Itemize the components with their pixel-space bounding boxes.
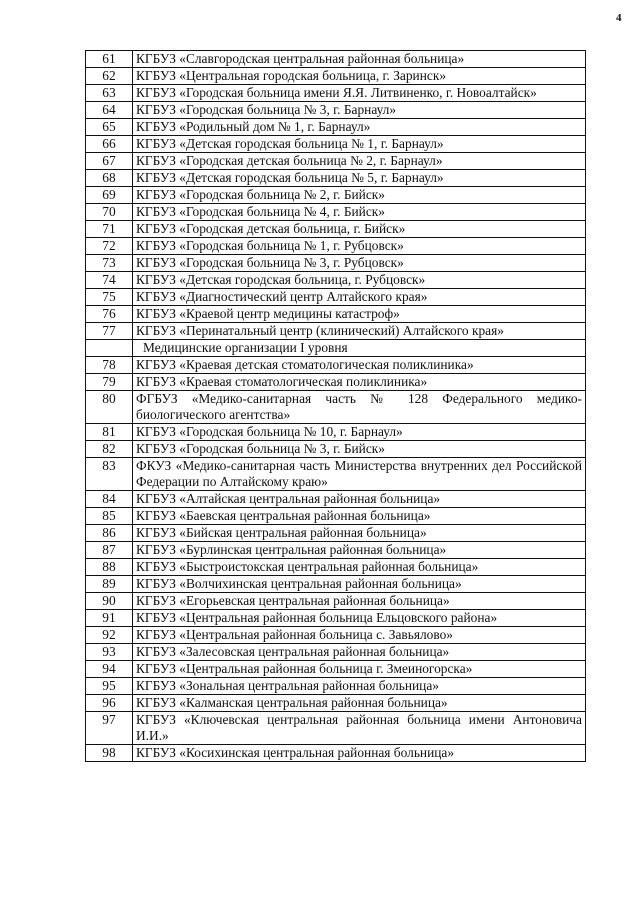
table-row — [86, 542, 586, 559]
section-header-row — [86, 340, 586, 357]
organization-name: КГБУЗ «Ключевская центральная районная больница имени Антоновича И.И.» — [133, 712, 586, 745]
table-row — [86, 525, 586, 542]
row-number: 79 — [86, 374, 133, 391]
row-number: 98 — [86, 745, 133, 762]
table-row — [86, 745, 586, 762]
table-row — [86, 119, 586, 136]
row-number: 64 — [86, 102, 133, 119]
row-number: 80 — [86, 391, 133, 424]
row-number: 95 — [86, 678, 133, 695]
table-row — [86, 323, 586, 340]
organization-name: КГБУЗ «Городская больница № 4, г. Бийск» — [133, 204, 586, 221]
organizations-table — [85, 50, 586, 762]
organization-name: КГБУЗ «Перинатальный центр (клинический) Алтайского края» — [133, 323, 586, 340]
page-number: 4 — [616, 12, 622, 24]
organization-name: КГБУЗ «Городская больница № 3, г. Бийск» — [133, 441, 586, 458]
organization-name: КГБУЗ «Волчихинская центральная районная больница» — [133, 576, 586, 593]
organization-name: КГБУЗ «Центральная районная больница Ельцовского района» — [133, 610, 586, 627]
table-row — [86, 644, 586, 661]
table-row — [86, 102, 586, 119]
organization-name: КГБУЗ «Городская детская больница, г. Бийск» — [133, 221, 586, 238]
table-row — [86, 576, 586, 593]
organization-name: КГБУЗ «Родильный дом № 1, г. Барнаул» — [133, 119, 586, 136]
organization-name: КГБУЗ «Городская больница № 3, г. Барнаул» — [133, 102, 586, 119]
row-number: 86 — [86, 525, 133, 542]
row-number: 93 — [86, 644, 133, 661]
row-number: 70 — [86, 204, 133, 221]
table-row — [86, 170, 586, 187]
table-row — [86, 610, 586, 627]
table-row — [86, 255, 586, 272]
table-row — [86, 391, 586, 424]
organization-name: КГБУЗ «Центральная городская больница, г. Заринск» — [133, 68, 586, 85]
organization-name: КГБУЗ «Городская больница № 1, г. Рубцовск» — [133, 238, 586, 255]
table-row — [86, 424, 586, 441]
organization-name: КГБУЗ «Баевская центральная районная больница» — [133, 508, 586, 525]
table-row — [86, 661, 586, 678]
table-row — [86, 678, 586, 695]
organizations-table-body — [86, 51, 586, 762]
organization-name: КГБУЗ «Алтайская центральная районная больница» — [133, 491, 586, 508]
row-number: 74 — [86, 272, 133, 289]
table-row — [86, 68, 586, 85]
row-number — [86, 340, 133, 357]
row-number: 92 — [86, 627, 133, 644]
row-number: 71 — [86, 221, 133, 238]
table-row — [86, 508, 586, 525]
row-number: 82 — [86, 441, 133, 458]
organization-name: КГБУЗ «Бийская центральная районная больница» — [133, 525, 586, 542]
row-number: 87 — [86, 542, 133, 559]
organization-name: КГБУЗ «Городская детская больница № 2, г. Барнаул» — [133, 153, 586, 170]
organization-name: КГБУЗ «Славгородская центральная районная больница» — [133, 51, 586, 68]
row-number: 90 — [86, 593, 133, 610]
organization-name: КГБУЗ «Детская городская больница № 5, г. Барнаул» — [133, 170, 586, 187]
row-number: 97 — [86, 712, 133, 745]
organization-name: КГБУЗ «Детская городская больница № 1, г. Барнаул» — [133, 136, 586, 153]
row-number: 83 — [86, 458, 133, 491]
row-number: 73 — [86, 255, 133, 272]
organization-name: ФКУЗ «Медико-санитарная часть Министерства внутренних дел Российской Федерации по Алтайскому краю» — [133, 458, 586, 491]
organization-name: КГБУЗ «Диагностический центр Алтайского края» — [133, 289, 586, 306]
table-row — [86, 712, 586, 745]
table-row — [86, 441, 586, 458]
table-row — [86, 85, 586, 102]
table-row — [86, 374, 586, 391]
table-row — [86, 306, 586, 323]
row-number: 67 — [86, 153, 133, 170]
organization-name: КГБУЗ «Краевой центр медицины катастроф» — [133, 306, 586, 323]
row-number: 81 — [86, 424, 133, 441]
organization-name: КГБУЗ «Зональная центральная районная больница» — [133, 678, 586, 695]
organization-name: КГБУЗ «Центральная районная больница г. Змеиногорска» — [133, 661, 586, 678]
table-row — [86, 187, 586, 204]
table-row — [86, 458, 586, 491]
organization-name: КГБУЗ «Калманская центральная районная больница» — [133, 695, 586, 712]
table-row — [86, 204, 586, 221]
row-number: 75 — [86, 289, 133, 306]
organization-name: КГБУЗ «Егорьевская центральная районная больница» — [133, 593, 586, 610]
organization-name: КГБУЗ «Городская больница имени Я.Я. Литвиненко, г. Новоалтайск» — [133, 85, 586, 102]
row-number: 63 — [86, 85, 133, 102]
organization-name: КГБУЗ «Быстроистокская центральная районная больница» — [133, 559, 586, 576]
organization-name: КГБУЗ «Городская больница № 10, г. Барнаул» — [133, 424, 586, 441]
section-title: Медицинские организации I уровня — [133, 340, 586, 357]
table-row — [86, 289, 586, 306]
table-row — [86, 136, 586, 153]
table-row — [86, 51, 586, 68]
row-number: 68 — [86, 170, 133, 187]
table-row — [86, 593, 586, 610]
row-number: 94 — [86, 661, 133, 678]
row-number: 61 — [86, 51, 133, 68]
table-row — [86, 357, 586, 374]
row-number: 76 — [86, 306, 133, 323]
organization-name: КГБУЗ «Краевая стоматологическая поликлиника» — [133, 374, 586, 391]
table-row — [86, 695, 586, 712]
row-number: 85 — [86, 508, 133, 525]
organization-name: КГБУЗ «Городская больница № 2, г. Бийск» — [133, 187, 586, 204]
row-number: 65 — [86, 119, 133, 136]
row-number: 72 — [86, 238, 133, 255]
table-row — [86, 221, 586, 238]
row-number: 78 — [86, 357, 133, 374]
table-row — [86, 559, 586, 576]
row-number: 69 — [86, 187, 133, 204]
organization-name: КГБУЗ «Косихинская центральная районная больница» — [133, 745, 586, 762]
table-row — [86, 238, 586, 255]
row-number: 66 — [86, 136, 133, 153]
organization-name: КГБУЗ «Городская больница № 3, г. Рубцовск» — [133, 255, 586, 272]
row-number: 96 — [86, 695, 133, 712]
row-number: 84 — [86, 491, 133, 508]
organization-name: КГБУЗ «Залесовская центральная районная больница» — [133, 644, 586, 661]
row-number: 62 — [86, 68, 133, 85]
organization-name: КГБУЗ «Бурлинская центральная районная больница» — [133, 542, 586, 559]
table-row — [86, 491, 586, 508]
row-number: 77 — [86, 323, 133, 340]
table-row — [86, 272, 586, 289]
organization-name: ФГБУЗ «Медико-санитарная часть № 128 Федерального медико-биологического агентства» — [133, 391, 586, 424]
organization-name: КГБУЗ «Детская городская больница, г. Рубцовск» — [133, 272, 586, 289]
table-row — [86, 627, 586, 644]
row-number: 89 — [86, 576, 133, 593]
row-number: 88 — [86, 559, 133, 576]
table-row — [86, 153, 586, 170]
organization-name: КГБУЗ «Центральная районная больница с. Завьялово» — [133, 627, 586, 644]
organization-name: КГБУЗ «Краевая детская стоматологическая поликлиника» — [133, 357, 586, 374]
row-number: 91 — [86, 610, 133, 627]
